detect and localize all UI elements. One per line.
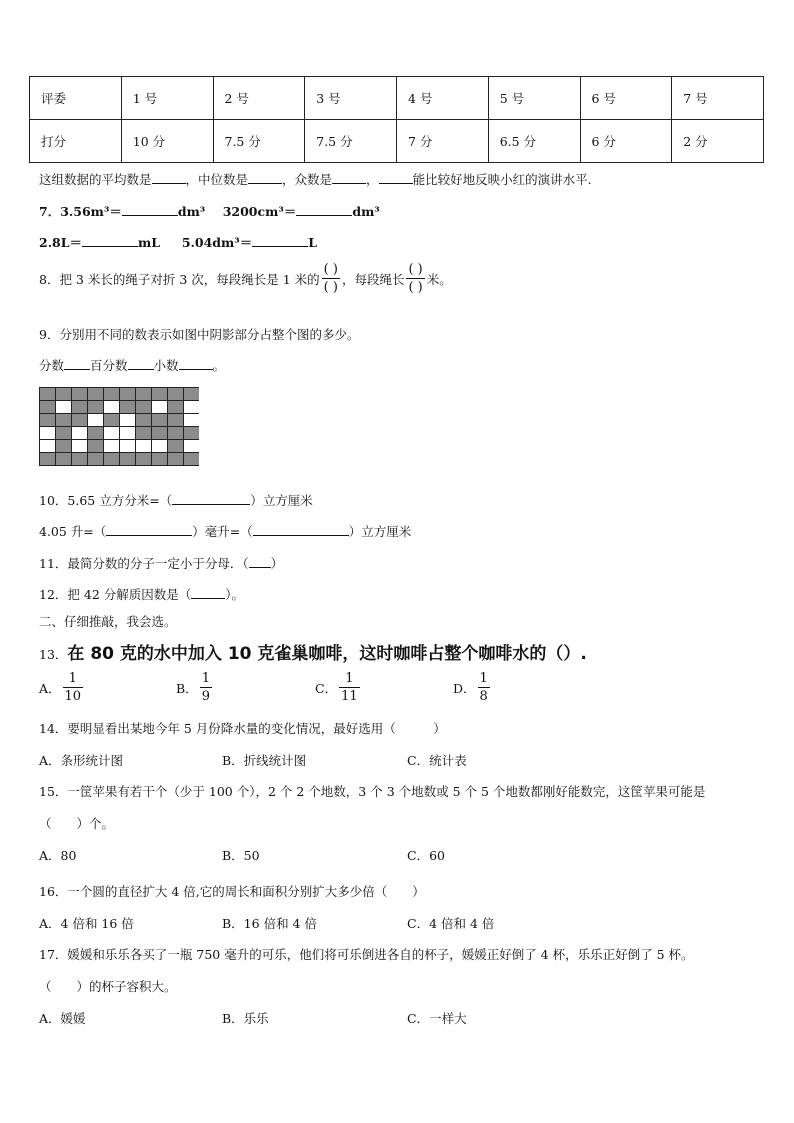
option-a[interactable]: A．媛媛 — [39, 1011, 86, 1026]
option-b[interactable]: B．折线统计图 — [222, 753, 307, 768]
answer-blank[interactable] — [128, 357, 154, 370]
answer-blank[interactable] — [122, 203, 178, 216]
option-fraction — [478, 672, 490, 703]
table-cell: 7 号 — [672, 77, 764, 120]
grid-cell — [184, 440, 200, 453]
option-c[interactable]: C．统计表 — [407, 753, 467, 768]
numerator: 1 — [68, 671, 77, 686]
q9-question: 9．分别用不同的数表示如图中阴影部分占整个图的多少。 — [39, 327, 360, 342]
numerator: 1 — [479, 671, 488, 686]
table-cell: 5 号 — [488, 77, 580, 120]
option-d[interactable] — [453, 672, 492, 703]
option-b[interactable] — [176, 672, 214, 703]
grid-cell-shaded — [168, 388, 184, 401]
q15-question-line1: 15．一筐苹果有若干个（少于 100 个），2 个 2 个地数，3 个 3 个地数或 5 个 5 个地数都刚好能数完，这筐苹果可能是 — [39, 784, 706, 799]
option-a[interactable]: A．4 倍和 16 倍 — [39, 916, 134, 931]
q7-text: 3200cm³＝ — [222, 204, 297, 219]
grid-cell-shaded — [56, 440, 72, 453]
grid-cell — [120, 440, 136, 453]
denominator-blank: ( ) — [323, 280, 338, 295]
option-fraction — [63, 672, 84, 703]
denominator: 10 — [64, 689, 82, 704]
grid-cell-shaded — [184, 427, 200, 440]
grid-cell — [104, 440, 120, 453]
grid-cell — [40, 440, 56, 453]
q8-text: 8．把 3 米长的绳子对折 3 次，每段绳长是 1 米的 — [39, 271, 320, 287]
option-c[interactable]: C．一样大 — [407, 1011, 467, 1026]
grid-cell-shaded — [184, 453, 200, 466]
grid-cell-shaded — [72, 388, 88, 401]
q10-text: 4.05 升=（ — [39, 524, 107, 539]
q9-text: 百分数 — [90, 358, 128, 373]
answer-blank[interactable] — [82, 234, 138, 247]
grid-cell-shaded — [104, 414, 120, 427]
q11-text: ） — [270, 556, 284, 571]
grid-cell-shaded — [56, 427, 72, 440]
grid-cell — [88, 414, 104, 427]
fraction-blank[interactable] — [406, 263, 424, 294]
q11-text: 11．最简分数的分子一定小于分母．（ — [39, 556, 249, 571]
grid-cell-shaded — [56, 414, 72, 427]
grid-cell-shaded — [152, 414, 168, 427]
grid-cell — [152, 401, 168, 414]
q10-text: ）毫升=（ — [192, 524, 253, 539]
numerator-blank: ( ) — [323, 262, 338, 277]
answer-blank[interactable] — [64, 357, 90, 370]
option-fraction — [200, 672, 212, 703]
option-c[interactable]: C．60 — [407, 848, 445, 863]
q6-text: ， — [366, 172, 379, 187]
answer-blank[interactable] — [191, 586, 225, 599]
table-row — [30, 77, 764, 120]
grid-cell-shaded — [168, 427, 184, 440]
option-a[interactable]: A．条形统计图 — [39, 753, 124, 768]
grid-cell-shaded — [136, 427, 152, 440]
grid-cell-shaded — [168, 453, 184, 466]
q6-text: 能比较好地反映小红的演讲水平. — [412, 172, 592, 187]
table-cell: 2 号 — [213, 77, 305, 120]
table-cell: 打分 — [30, 120, 122, 163]
q13-number: 13． — [39, 647, 68, 662]
option-fraction — [339, 672, 360, 703]
numerator-blank: ( ) — [408, 262, 423, 277]
q9-text: 分数 — [39, 358, 65, 373]
grid-cell-shaded — [184, 388, 200, 401]
q8-text: 米。 — [426, 271, 452, 287]
q7-text: dm³ — [177, 204, 206, 219]
denominator: 11 — [341, 689, 358, 704]
grid-cell-shaded — [152, 388, 168, 401]
grid-cell-shaded — [136, 414, 152, 427]
q7-text: mL — [138, 235, 161, 250]
grid-cell-shaded — [120, 388, 136, 401]
option-label: C． — [315, 680, 338, 696]
table-cell: 2 分 — [672, 120, 764, 163]
answer-blank[interactable] — [179, 357, 213, 370]
grid-cell-shaded — [168, 440, 184, 453]
q17-question-line2: （ ）的杯子容积大。 — [39, 979, 177, 994]
q10-text: ）立方厘米 — [250, 493, 313, 508]
q16-question: 16．一个圆的直径扩大 4 倍,它的周长和面积分别扩大多少倍（ ） — [39, 884, 425, 899]
grid-cell — [104, 401, 120, 414]
grid-cell-shaded — [104, 453, 120, 466]
q9-text: 小数 — [153, 358, 179, 373]
grid-cell — [56, 401, 72, 414]
grid-cell — [72, 427, 88, 440]
numerator: 1 — [345, 671, 354, 686]
grid-cell-shaded — [40, 401, 56, 414]
score-table — [29, 76, 764, 163]
grid-cell-shaded — [72, 401, 88, 414]
grid-cell-shaded — [136, 401, 152, 414]
grid-cell-shaded — [152, 453, 168, 466]
grid-cell — [152, 440, 168, 453]
grid-cell — [120, 427, 136, 440]
q6-text: ，中位数是 — [185, 172, 249, 187]
grid-cell-shaded — [56, 453, 72, 466]
q13-text: 在 80 克的水中加入 10 克雀巢咖啡，这时咖啡占整个咖啡水的（）. — [67, 644, 587, 664]
answer-blank[interactable] — [253, 523, 349, 536]
option-b[interactable]: B．50 — [222, 848, 260, 863]
grid-cell-shaded — [88, 453, 104, 466]
table-cell: 7 分 — [397, 120, 489, 163]
option-c[interactable] — [315, 672, 362, 703]
answer-blank[interactable] — [332, 171, 366, 184]
q13-question — [39, 639, 587, 664]
q10-text: ）立方厘米 — [348, 524, 412, 539]
q11-statement — [39, 554, 283, 572]
answer-blank[interactable] — [252, 234, 308, 247]
grid-cell-shaded — [120, 401, 136, 414]
grid-cell-shaded — [72, 414, 88, 427]
grid-cell-shaded — [40, 388, 56, 401]
q8-text: ，每段绳长 — [341, 271, 405, 287]
answer-blank[interactable] — [296, 203, 352, 216]
answer-blank[interactable] — [172, 492, 250, 505]
q7-text: L — [308, 235, 318, 250]
q7-text: 5.04dm³＝ — [181, 235, 253, 250]
q14-question: 14．要明显看出某地今年 5 月份降水量的变化情况，最好选用（ ） — [39, 721, 446, 736]
q7-text: dm³ — [352, 204, 380, 219]
table-cell: 6 号 — [580, 77, 672, 120]
q7-line2 — [39, 233, 317, 251]
q7-text: 2.8L＝ — [39, 235, 83, 250]
grid-cell-shaded — [136, 388, 152, 401]
grid-cell-shaded — [104, 388, 120, 401]
option-label: D． — [453, 680, 476, 696]
table-cell: 6 分 — [580, 120, 672, 163]
grid-cell-shaded — [40, 453, 56, 466]
answer-blank[interactable] — [152, 171, 186, 184]
grid-cell-shaded — [88, 401, 104, 414]
section-title: 二、仔细推敲，我会选。 — [39, 614, 177, 629]
grid-cell-shaded — [168, 401, 184, 414]
q6-statement — [39, 170, 592, 188]
q9-text: 。 — [212, 358, 226, 373]
option-b[interactable]: B．16 倍和 4 倍 — [222, 916, 317, 931]
shaded-grid-figure — [39, 387, 199, 469]
q15-question-line2: （ ）个。 — [39, 816, 115, 831]
q12-text: ）。 — [225, 587, 245, 602]
grid-cell — [136, 440, 152, 453]
grid-cell-shaded — [88, 427, 104, 440]
fraction-blank[interactable] — [322, 263, 340, 294]
q7-line1 — [39, 202, 380, 220]
q10-line2 — [39, 522, 411, 540]
grid-cell — [120, 414, 136, 427]
grid-cell-shaded — [88, 388, 104, 401]
q7-text: 7．3.56m³＝ — [39, 204, 122, 219]
table-cell: 1 号 — [121, 77, 213, 120]
table-cell: 10 分 — [121, 120, 213, 163]
answer-blank[interactable] — [249, 555, 271, 568]
grid-cell-shaded — [72, 453, 88, 466]
grid-cell — [184, 414, 200, 427]
grid-cell — [72, 440, 88, 453]
denominator-blank: ( ) — [408, 280, 423, 295]
numerator: 1 — [201, 671, 210, 686]
table-row — [30, 120, 764, 163]
q10-line1 — [39, 491, 313, 509]
q9-answers — [39, 356, 225, 374]
q10-text: 10．5.65 立方分米=（ — [39, 493, 173, 508]
table-cell: 6.5 分 — [488, 120, 580, 163]
grid-cell-shaded — [152, 427, 168, 440]
grid-cell-shaded — [136, 453, 152, 466]
option-b[interactable]: B．乐乐 — [222, 1011, 269, 1026]
grid-cell — [184, 401, 200, 414]
q6-text: 这组数据的平均数是 — [39, 172, 152, 187]
table-cell: 7.5 分 — [213, 120, 305, 163]
option-a[interactable] — [39, 672, 85, 703]
denominator: 8 — [479, 689, 488, 704]
q13-options — [39, 672, 559, 712]
table-cell: 评委 — [30, 77, 122, 120]
grid-cell — [40, 427, 56, 440]
denominator: 9 — [201, 689, 210, 704]
option-label: B． — [176, 680, 198, 696]
grid-cell-shaded — [88, 440, 104, 453]
grid-cell-shaded — [56, 388, 72, 401]
table-cell: 7.5 分 — [305, 120, 397, 163]
option-label: A． — [39, 680, 61, 696]
grid-svg — [39, 387, 199, 469]
option-c[interactable]: C．4 倍和 4 倍 — [407, 916, 495, 931]
answer-blank[interactable] — [106, 523, 192, 536]
q12-text: 12．把 42 分解质因数是（ — [39, 587, 192, 602]
q12-statement — [39, 585, 244, 603]
table-cell: 3 号 — [305, 77, 397, 120]
table-cell: 4 号 — [397, 77, 489, 120]
q6-text: ，众数是 — [282, 172, 333, 187]
option-a[interactable]: A．80 — [39, 848, 77, 863]
grid-cell-shaded — [168, 414, 184, 427]
grid-cell — [104, 427, 120, 440]
answer-blank[interactable] — [248, 171, 282, 184]
q17-question-line1: 17．媛媛和乐乐各买了一瓶 750 毫升的可乐，他们将可乐倒进各自的杯子，媛媛正好倒了 4 杯，乐乐正好倒了 5 杯。 — [39, 947, 694, 962]
answer-blank[interactable] — [379, 171, 413, 184]
q8-statement — [39, 263, 452, 294]
grid-cell-shaded — [120, 453, 136, 466]
grid-cell-shaded — [40, 414, 56, 427]
